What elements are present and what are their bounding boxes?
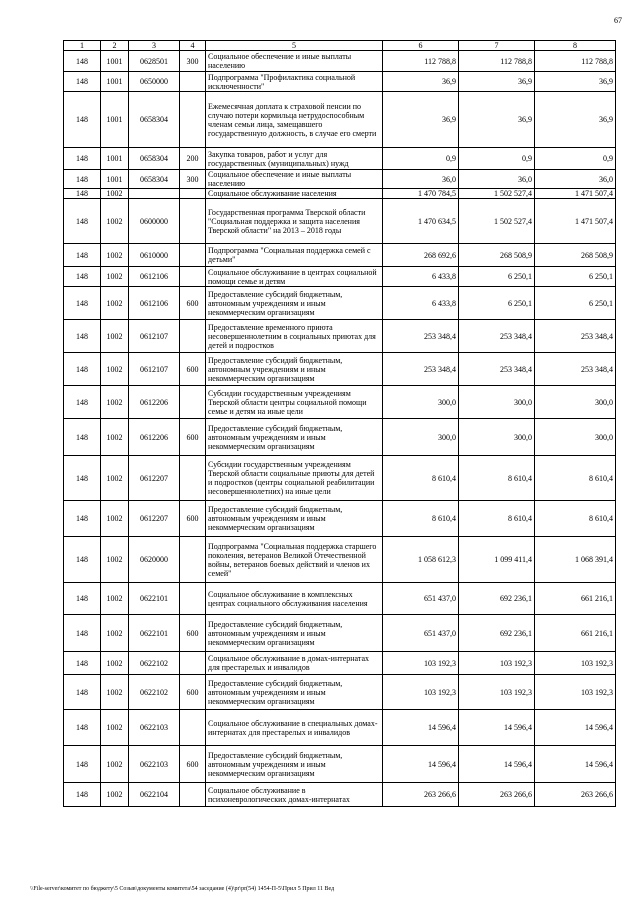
description-cell: Предоставление субсидий бюджетным, автономным учреждениям и иным некоммерческим организациям [206,287,383,320]
amount-cell-8: 300,0 [535,419,616,456]
target-article-cell: 0622101 [129,583,180,615]
section-code-cell: 1001 [101,170,129,189]
column-header: 7 [459,41,535,51]
section-code-cell: 1002 [101,386,129,419]
table-row [64,746,616,783]
admin-code-cell: 148 [64,501,101,537]
amount-cell-8: 1 471 507,4 [535,199,616,244]
description-cell: Предоставление субсидий бюджетным, автономным учреждениям и иным некоммерческим организациям [206,746,383,783]
expense-type-cell [180,710,206,746]
description-cell: Предоставление субсидий бюджетным, автономным учреждениям и иным некоммерческим организациям [206,615,383,652]
amount-cell-7: 103 192,3 [459,675,535,710]
admin-code-cell: 148 [64,244,101,267]
amount-cell-6: 36,9 [383,92,459,148]
amount-cell-7: 103 192,3 [459,652,535,675]
admin-code-cell: 148 [64,51,101,72]
amount-cell-6: 14 596,4 [383,710,459,746]
admin-code-cell: 148 [64,419,101,456]
section-code-cell: 1002 [101,652,129,675]
amount-cell-8: 661 216,1 [535,615,616,652]
table-row [64,199,616,244]
amount-cell-7: 1 502 527,4 [459,199,535,244]
table-row [64,652,616,675]
amount-cell-7: 36,9 [459,72,535,92]
target-article-cell: 0612107 [129,353,180,386]
table-row [64,783,616,807]
amount-cell-6: 6 433,8 [383,267,459,287]
admin-code-cell: 148 [64,199,101,244]
admin-code-cell: 148 [64,386,101,419]
table-row [64,537,616,583]
expense-type-cell: 600 [180,615,206,652]
column-header: 8 [535,41,616,51]
target-article-cell: 0622104 [129,783,180,807]
table-row [64,419,616,456]
admin-code-cell: 148 [64,652,101,675]
amount-cell-7: 300,0 [459,419,535,456]
budget-table [63,40,616,807]
table-row [64,320,616,353]
expense-type-cell: 600 [180,675,206,710]
section-code-cell: 1001 [101,148,129,170]
amount-cell-6: 1 470 784,5 [383,189,459,199]
expense-type-cell [180,92,206,148]
target-article-cell: 0612206 [129,386,180,419]
admin-code-cell: 148 [64,675,101,710]
amount-cell-8: 300,0 [535,386,616,419]
expense-type-cell [180,386,206,419]
expense-type-cell: 600 [180,353,206,386]
expense-type-cell [180,652,206,675]
table-row [64,615,616,652]
target-article-cell: 0622103 [129,746,180,783]
target-article-cell: 0612207 [129,456,180,501]
amount-cell-6: 253 348,4 [383,353,459,386]
expense-type-cell [180,189,206,199]
amount-cell-7: 14 596,4 [459,710,535,746]
amount-cell-6: 253 348,4 [383,320,459,353]
amount-cell-8: 112 788,8 [535,51,616,72]
amount-cell-6: 651 437,0 [383,583,459,615]
amount-cell-8: 36,0 [535,170,616,189]
description-cell: Закупка товаров, работ и услуг для государственных (муниципальных) нужд [206,148,383,170]
expense-type-cell [180,583,206,615]
expense-type-cell [180,783,206,807]
target-article-cell: 0622101 [129,615,180,652]
description-cell: Социальное обслуживание в психоневрологических домах-интернатах [206,783,383,807]
description-cell: Социальное обеспечение и иные выплаты населению [206,170,383,189]
amount-cell-7: 36,9 [459,92,535,148]
section-code-cell: 1002 [101,353,129,386]
column-header: 3 [129,41,180,51]
expense-type-cell [180,320,206,353]
amount-cell-6: 268 692,6 [383,244,459,267]
amount-cell-6: 112 788,8 [383,51,459,72]
admin-code-cell: 148 [64,456,101,501]
table-row [64,710,616,746]
table-row [64,501,616,537]
description-cell: Предоставление субсидий бюджетным, автономным учреждениям и иным некоммерческим организациям [206,675,383,710]
section-code-cell: 1002 [101,320,129,353]
admin-code-cell: 148 [64,746,101,783]
section-code-cell: 1001 [101,51,129,72]
amount-cell-8: 8 610,4 [535,501,616,537]
description-cell: Социальное обслуживание населения [206,189,383,199]
amount-cell-7: 692 236,1 [459,583,535,615]
description-cell: Предоставление временного приюта несовершеннолетним в социальных приютах для детей и подростков [206,320,383,353]
section-code-cell: 1002 [101,287,129,320]
table-body [64,51,616,807]
expense-type-cell [180,267,206,287]
description-cell: Социальное обслуживание в центрах социальной помощи семье и детям [206,267,383,287]
amount-cell-7: 1 099 411,4 [459,537,535,583]
description-cell: Социальное обслуживание в домах-интернатах для престарелых и инвалидов [206,652,383,675]
admin-code-cell: 148 [64,92,101,148]
admin-code-cell: 148 [64,267,101,287]
header-row [64,41,616,51]
description-cell: Предоставление субсидий бюджетным, автономным учреждениям и иным некоммерческим организациям [206,353,383,386]
page-number: 67 [614,16,622,25]
admin-code-cell: 148 [64,287,101,320]
expense-type-cell [180,537,206,583]
amount-cell-7: 112 788,8 [459,51,535,72]
table-row [64,72,616,92]
amount-cell-8: 268 508,9 [535,244,616,267]
amount-cell-6: 103 192,3 [383,675,459,710]
table-row [64,170,616,189]
amount-cell-8: 103 192,3 [535,652,616,675]
admin-code-cell: 148 [64,583,101,615]
section-code-cell: 1002 [101,419,129,456]
amount-cell-6: 8 610,4 [383,501,459,537]
column-header: 6 [383,41,459,51]
amount-cell-7: 6 250,1 [459,267,535,287]
amount-cell-7: 692 236,1 [459,615,535,652]
expense-type-cell: 600 [180,287,206,320]
amount-cell-8: 1 068 391,4 [535,537,616,583]
amount-cell-8: 14 596,4 [535,746,616,783]
admin-code-cell: 148 [64,148,101,170]
section-code-cell: 1002 [101,537,129,583]
target-article-cell: 0658304 [129,148,180,170]
target-article-cell: 0610000 [129,244,180,267]
target-article-cell: 0620000 [129,537,180,583]
table-row [64,456,616,501]
target-article-cell: 0622102 [129,652,180,675]
table-row [64,353,616,386]
amount-cell-7: 1 502 527,4 [459,189,535,199]
section-code-cell: 1002 [101,199,129,244]
table-row [64,244,616,267]
expense-type-cell [180,72,206,92]
amount-cell-8: 8 610,4 [535,456,616,501]
target-article-cell: 0650000 [129,72,180,92]
amount-cell-6: 6 433,8 [383,287,459,320]
amount-cell-8: 14 596,4 [535,710,616,746]
file-path-footer: \\File-server\комитет по бюджету\5 Созыв\документы комитета\54 заседание (4)\pr\pr(54) 1454-П-5\Прил 5 Прил 11 Вед [30,886,335,892]
section-code-cell: 1002 [101,244,129,267]
description-cell: Субсидии государственным учреждениям Тверской области социальные приюты для детей и подростков (центры социальной реабилитации несовершеннолетних) на иные цели [206,456,383,501]
expense-type-cell: 600 [180,501,206,537]
description-cell: Предоставление субсидий бюджетным, автономным учреждениям и иным некоммерческим организациям [206,419,383,456]
amount-cell-7: 14 596,4 [459,746,535,783]
table-row [64,148,616,170]
target-article-cell: 0612106 [129,267,180,287]
amount-cell-7: 0,9 [459,148,535,170]
expense-type-cell [180,456,206,501]
table-row [64,189,616,199]
section-code-cell: 1002 [101,783,129,807]
column-header: 1 [64,41,101,51]
target-article-cell [129,189,180,199]
admin-code-cell: 148 [64,320,101,353]
amount-cell-6: 1 058 612,3 [383,537,459,583]
section-code-cell: 1002 [101,675,129,710]
section-code-cell: 1001 [101,92,129,148]
description-cell: Подпрограмма "Социальная поддержка семей с детьми" [206,244,383,267]
amount-cell-6: 0,9 [383,148,459,170]
amount-cell-8: 253 348,4 [535,353,616,386]
amount-cell-6: 103 192,3 [383,652,459,675]
table-row [64,583,616,615]
admin-code-cell: 148 [64,537,101,583]
table-row [64,287,616,320]
description-cell: Субсидии государственным учреждениям Тверской области центры социальной помощи семье и детям на иные цели [206,386,383,419]
description-cell: Подпрограмма "Профилактика социальной исключенности" [206,72,383,92]
table-row [64,92,616,148]
amount-cell-7: 6 250,1 [459,287,535,320]
table-row [64,675,616,710]
expense-type-cell: 200 [180,148,206,170]
amount-cell-6: 300,0 [383,386,459,419]
section-code-cell: 1002 [101,456,129,501]
section-code-cell: 1002 [101,583,129,615]
table-row [64,386,616,419]
target-article-cell: 0612206 [129,419,180,456]
amount-cell-7: 36,0 [459,170,535,189]
column-header: 4 [180,41,206,51]
amount-cell-7: 8 610,4 [459,501,535,537]
amount-cell-8: 36,9 [535,72,616,92]
amount-cell-8: 253 348,4 [535,320,616,353]
target-article-cell: 0658304 [129,170,180,189]
description-cell: Социальное обеспечение и иные выплаты населению [206,51,383,72]
amount-cell-7: 268 508,9 [459,244,535,267]
target-article-cell: 0612106 [129,287,180,320]
amount-cell-8: 661 216,1 [535,583,616,615]
description-cell: Предоставление субсидий бюджетным, автономным учреждениям и иным некоммерческим организациям [206,501,383,537]
description-cell: Ежемесячная доплата к страховой пенсии по случаю потери кормильца нетрудоспособным членам семьи лица, замещавшего государственную должность, в случае его смерти [206,92,383,148]
table-row [64,267,616,287]
column-header: 5 [206,41,383,51]
target-article-cell: 0622102 [129,675,180,710]
amount-cell-7: 253 348,4 [459,320,535,353]
amount-cell-7: 253 348,4 [459,353,535,386]
amount-cell-8: 6 250,1 [535,287,616,320]
section-code-cell: 1002 [101,746,129,783]
section-code-cell: 1001 [101,72,129,92]
expense-type-cell: 300 [180,51,206,72]
amount-cell-8: 263 266,6 [535,783,616,807]
admin-code-cell: 148 [64,615,101,652]
target-article-cell: 0658304 [129,92,180,148]
expense-type-cell [180,199,206,244]
description-cell: Социальное обслуживание в комплексных центрах социального обслуживания населения [206,583,383,615]
amount-cell-6: 14 596,4 [383,746,459,783]
amount-cell-8: 1 471 507,4 [535,189,616,199]
amount-cell-6: 8 610,4 [383,456,459,501]
target-article-cell: 0612207 [129,501,180,537]
amount-cell-6: 263 266,6 [383,783,459,807]
amount-cell-6: 36,0 [383,170,459,189]
section-code-cell: 1002 [101,189,129,199]
expense-type-cell: 300 [180,170,206,189]
amount-cell-6: 300,0 [383,419,459,456]
section-code-cell: 1002 [101,267,129,287]
admin-code-cell: 148 [64,72,101,92]
amount-cell-8: 36,9 [535,92,616,148]
description-cell: Социальное обслуживание в специальных домах-интернатах для престарелых и инвалидов [206,710,383,746]
admin-code-cell: 148 [64,189,101,199]
amount-cell-7: 300,0 [459,386,535,419]
expense-type-cell: 600 [180,419,206,456]
amount-cell-8: 6 250,1 [535,267,616,287]
expense-type-cell [180,244,206,267]
amount-cell-8: 103 192,3 [535,675,616,710]
target-article-cell: 0628501 [129,51,180,72]
target-article-cell: 0612107 [129,320,180,353]
section-code-cell: 1002 [101,501,129,537]
description-cell: Подпрограмма "Социальная поддержка старшего поколения, ветеранов Великой Отечественной войны, ветеранов боевых действий и членов их семей" [206,537,383,583]
admin-code-cell: 148 [64,170,101,189]
expense-type-cell: 600 [180,746,206,783]
table-row [64,51,616,72]
admin-code-cell: 148 [64,353,101,386]
amount-cell-6: 36,9 [383,72,459,92]
description-cell: Государственная программа Тверской области "Социальная поддержка и защита населения Тверской области" на 2013 – 2018 годы [206,199,383,244]
target-article-cell: 0622103 [129,710,180,746]
section-code-cell: 1002 [101,710,129,746]
target-article-cell: 0600000 [129,199,180,244]
column-header: 2 [101,41,129,51]
amount-cell-6: 1 470 634,5 [383,199,459,244]
section-code-cell: 1002 [101,615,129,652]
amount-cell-7: 8 610,4 [459,456,535,501]
amount-cell-6: 651 437,0 [383,615,459,652]
admin-code-cell: 148 [64,710,101,746]
amount-cell-7: 263 266,6 [459,783,535,807]
amount-cell-8: 0,9 [535,148,616,170]
admin-code-cell: 148 [64,783,101,807]
